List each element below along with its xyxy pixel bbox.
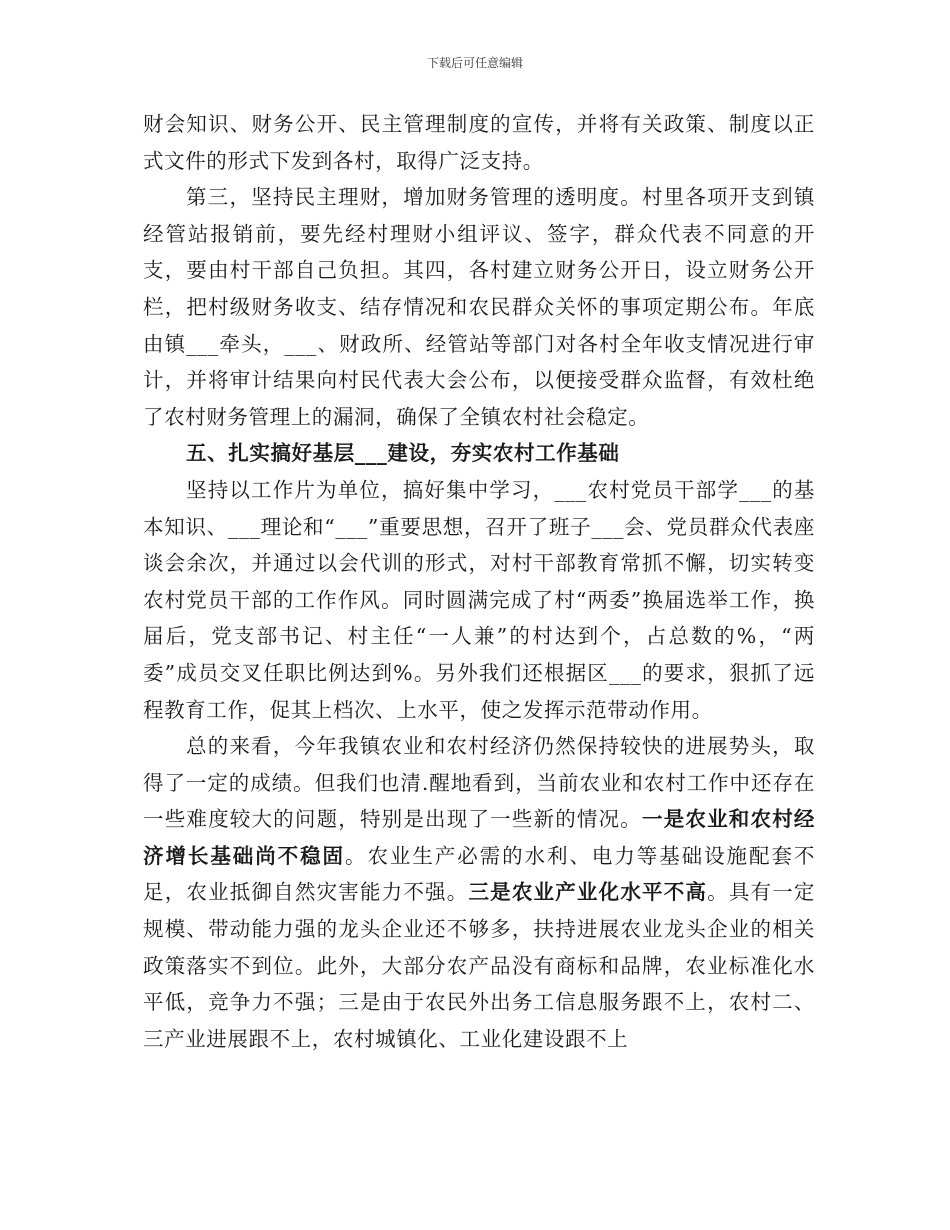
bold-point-2: 三是农业产业化水平不高 [468, 880, 708, 905]
page-header: 下载后可任意编辑 [426, 56, 523, 70]
bold-point-1: 一是农业和农村经济增长基础尚不稳固 [143, 807, 815, 868]
paragraph-4-text-d: 。具有一定规模、带动能力强的龙头企业还不够多，扶持进展农业龙头企业的相关政策落实不到位。此外，大部分农产品没有商标和品牌，农业标准化水平低，竞争力不强；三是由于农民外出务工信息服务跟不上，农村二、三产业进展跟不上，农村城镇化、工业化建设跟不上 [143, 880, 816, 1051]
paragraph-3: 坚持以工作片为单位，搞好集中学习，___农村党员干部学___的基本知识、___理论和“___”重要思想，召开了班子___会、党员群众代表座谈会余次，并通过以会代训的形式，对村干部教育常抓不懈，切实转变农村党员干部的工作作风。同时圆满完成了村“两委”换届选举工作，换届后，党支部书记、村主任“一人兼”的村达到个，占总数的%，“两委”成员交叉任职比例达到%。另外我们还根据区___的要求，狠抓了远程教育工作，促其上档次、上水平，使之发挥示范带动作用。 [143, 477, 815, 722]
document-body [143, 106, 815, 1057]
paragraph-4-text-c: 。农业生产必需的水利、电力等基础设施配套不足，农业抵御自然灾害能力不强。 [143, 843, 815, 905]
section-heading: 五、扎实搞好基层___建设，夯实农村工作基础 [186, 441, 620, 466]
paragraph-4-text-a: 总的来看，今年我镇农业和农村经济仍然保持较快的进展势头，取得了一定的成绩。但我们也清.醒地看到，当前农业和农村工作中还存在一些难度较大的问题，特别是出现了一些新的情况。 [143, 734, 815, 832]
paragraph-1: 财会知识、财务公开、民主管理制度的宣传，并将有关政策、制度以正式文件的形式下发到各村，取得广泛支持。 [143, 112, 815, 173]
paragraph-2: 第三，坚持民主理财，增加财务管理的透明度。村里各项开支到镇经管站报销前，要先经村理财小组评议、签字，群众代表不同意的开支，要由村干部自己负担。其四，各村建立财务公开日，设立财务公开栏，把村级财务收支、结存情况和农民群众关怀的事项定期公布。年底由镇___牵头，___、财政所、经管站等部门对各村全年收支情况进行审计，并将审计结果向村民代表大会公布，以便接受群众监督，有效杜绝了农村财务管理上的漏洞，确保了全镇农村社会稳定。 [143, 185, 815, 429]
paragraph-4 [143, 728, 815, 1057]
